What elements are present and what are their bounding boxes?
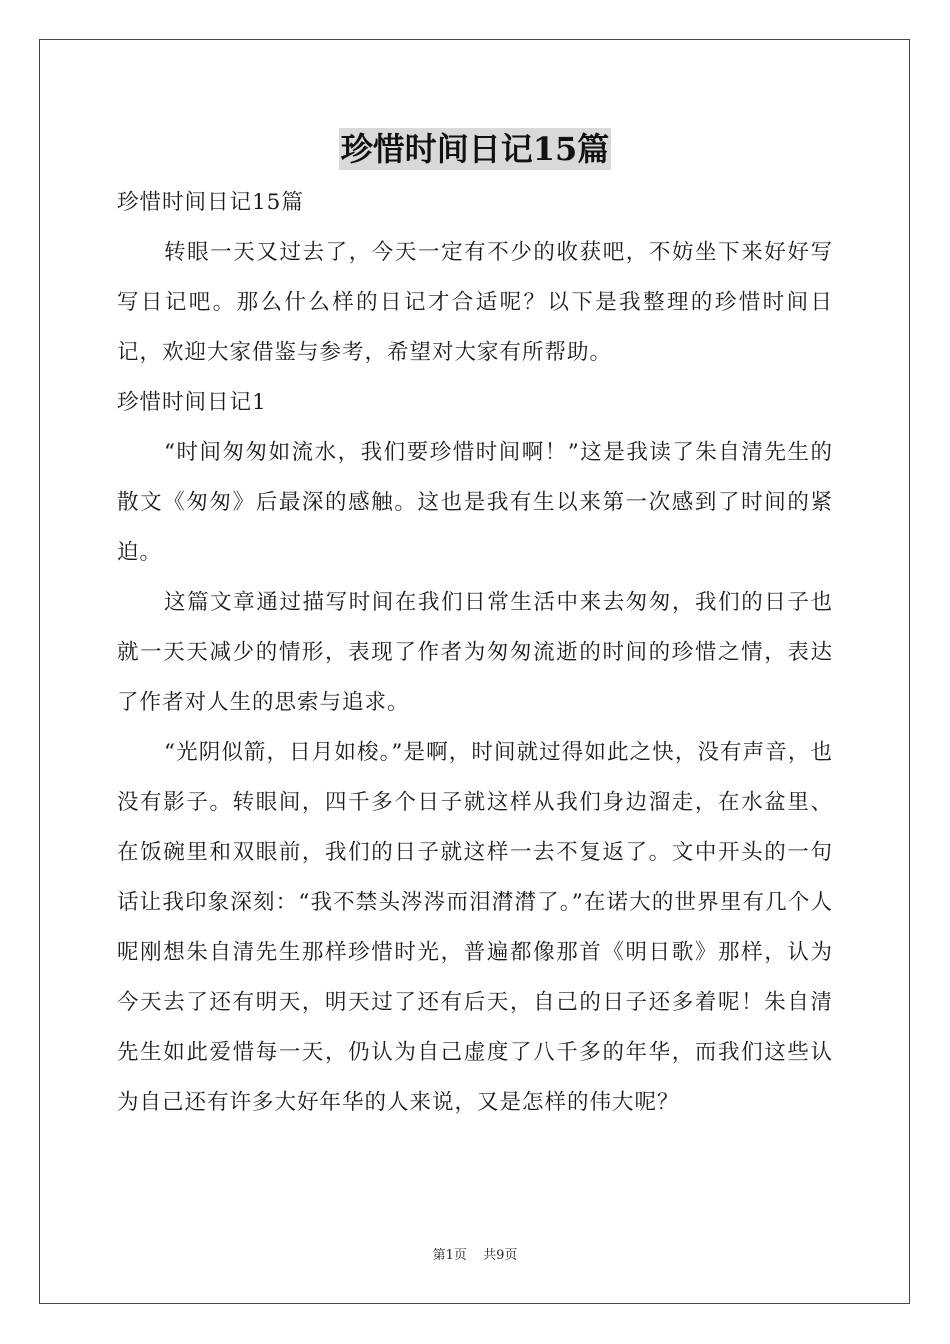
- intro-paragraph: 转眼一天又过去了，今天一定有不少的收获吧，不妨坐下来好好写写日记吧。那么什么样的日记才合适呢？以下是我整理的珍惜时间日记，欢迎大家借鉴与参考，希望对大家有所帮助。: [117, 240, 833, 365]
- body-paragraph: “时间匆匆如流水，我们要珍惜时间啊！”这是我读了朱自清先生的散文《匆匆》后最深的感触。这也是我有生以来第一次感到了时间的紧迫。: [117, 440, 833, 565]
- document-title: [0, 128, 950, 170]
- page-total: 共9页: [483, 1248, 518, 1263]
- page-number: 第1页: [432, 1248, 467, 1263]
- page-footer: [0, 1244, 950, 1263]
- document-title-text: 珍惜时间日记15篇: [340, 130, 610, 168]
- body-paragraph: 这篇文章通过描写时间在我们日常生活中来去匆匆，我们的日子也就一天天减少的情形，表现了作者为匆匆流逝的时间的珍惜之情，表达了作者对人生的思索与追求。: [117, 590, 833, 715]
- subtitle-line: 珍惜时间日记15篇: [117, 190, 304, 215]
- body-paragraph: “光阴似箭，日月如梭。”是啊，时间就过得如此之快，没有声音，也没有影子。转眼间，四千多个日子就这样从我们身边溜走，在水盆里、在饭碗里和双眼前，我们的日子就这样一去不复返了。文中开头的一句话让我印象深刻：“我不禁头涔涔而泪潸潸了。”在诺大的世界里有几个人呢刚想朱自清先生那样珍惜时光，普遍都像那首《明日歌》那样，认为今天去了还有明天，明天过了还有后天，自己的日子还多着呢！朱自清先生如此爱惜每一天，仍认为自己虚度了八千多的年华，而我们这些认为自己还有许多大好年华的人来说，又是怎样的伟大呢？: [117, 740, 833, 1115]
- document-body: [117, 178, 833, 1128]
- section-heading: 珍惜时间日记1: [117, 390, 267, 415]
